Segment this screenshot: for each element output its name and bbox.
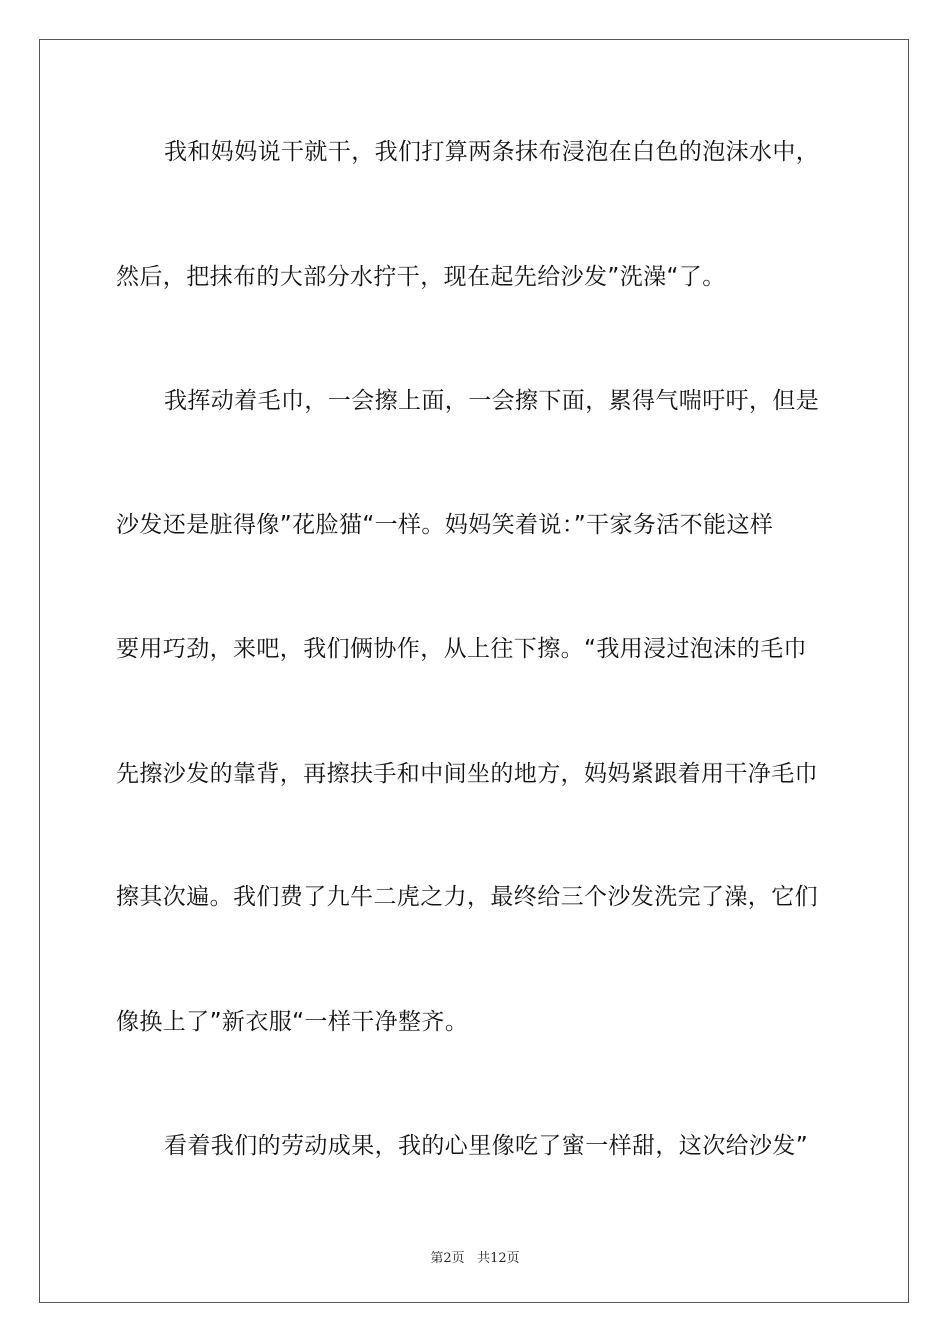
page-number: 第2页 <box>430 1251 465 1266</box>
paragraph-line: 然后，把抹布的大部分水拧干，现在起先给沙发”洗澡“了。 <box>116 264 726 290</box>
paragraph-line: 我和妈妈说干就干，我们打算两条抹布浸泡在白色的泡沫水中， <box>164 139 820 165</box>
page-footer <box>0 1247 950 1266</box>
paragraph-line: 擦其次遍。我们费了九牛二虎之力，最终给三个沙发洗完了澡，它们 <box>116 884 818 910</box>
paragraph-line: 像换上了”新衣服“一样干净整齐。 <box>116 1009 469 1035</box>
paragraph-line: 先擦沙发的靠背，再擦扶手和中间坐的地方，妈妈紧跟着用干净毛巾 <box>116 761 818 787</box>
paragraph-line: 沙发还是脏得像”花脸猫“一样。妈妈笑着说：”干家务活不能这样 <box>116 512 774 538</box>
paragraph-line: 我挥动着毛巾，一会擦上面，一会擦下面，累得气喘吁吁，但是 <box>164 388 820 414</box>
paragraph-line: 要用巧劲，来吧，我们俩协作，从上往下擦。“我用浸过泡沫的毛巾 <box>116 636 807 662</box>
paragraph-line: 看着我们的劳动成果，我的心里像吃了蜜一样甜，这次给沙发” <box>164 1133 809 1159</box>
page-border <box>39 39 909 1303</box>
page-total: 共12页 <box>477 1251 520 1266</box>
